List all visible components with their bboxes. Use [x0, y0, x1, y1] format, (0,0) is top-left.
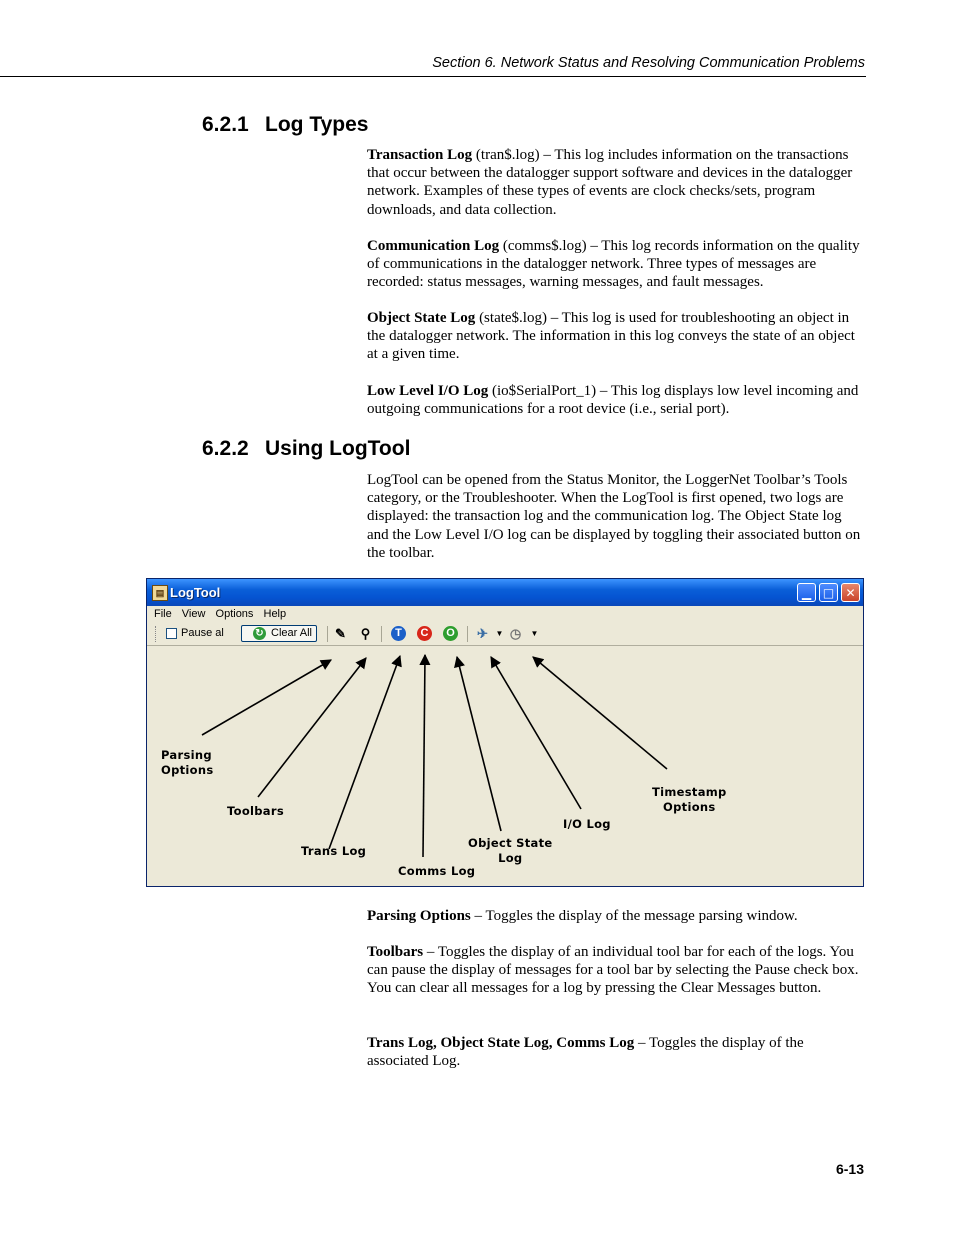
section-heading-6-2-2 [202, 437, 410, 461]
menu-view[interactable]: View [181, 608, 206, 620]
callout-comms-log: Comms Log [398, 864, 476, 878]
section-heading-6-2-1 [202, 113, 368, 137]
toolbars-icon[interactable]: ⚲ [360, 626, 371, 641]
section-number: 6.2.1 [202, 113, 249, 136]
window-title: LogTool [170, 585, 221, 600]
callout-line: Options [161, 763, 214, 777]
definition: – Toggles the display of the message parsing window. [470, 908, 798, 924]
pause-all-label: Pause al [181, 627, 224, 639]
parsing-options-icon[interactable]: ✎ [335, 626, 346, 641]
arrow-trans-log [329, 656, 400, 849]
definition: (tran$.log) – This log includes information on the transactions that occur between the datalogger support software and devices in the datalogger network. Examples of these types of events are clock checks/sets, program downloads, and data collection. [367, 147, 853, 218]
menu-file[interactable]: File [154, 608, 172, 620]
callout-timestamp-options [652, 785, 727, 815]
paragraph-object-state-log [367, 309, 865, 364]
paragraph-parsing-options [367, 907, 865, 925]
term: Low Level I/O Log [367, 383, 489, 399]
callout-object-state-log [468, 836, 553, 866]
callout-line: Object State [468, 836, 553, 850]
paragraph-using-logtool: LogTool can be opened from the Status Monitor, the LoggerNet Toolbar’s Tools category, or the Troubleshooter. When the LogTool is first opened, two logs are displayed: the transaction log and the communication log. The Object State log and the Low Level I/O log can be displayed by toggling their associated button on the toolbar. [367, 472, 861, 561]
callout-io-log: I/O Log [563, 817, 611, 831]
page-number: 6-13 [835, 1161, 864, 1177]
menu-help[interactable]: Help [263, 608, 287, 620]
clear-all-label: Clear All [271, 627, 312, 639]
arrow-object-state [457, 657, 501, 831]
term: Object State Log [367, 310, 476, 326]
chevron-down-icon[interactable]: ▼ [530, 629, 539, 638]
arrow-io-log [491, 657, 581, 809]
term: Toolbars [367, 944, 424, 960]
term: Trans Log, Object State Log, Comms Log [367, 1035, 635, 1051]
definition: (state$.log) – This log is used for troubleshooting an object in the datalogger network. The information in this log conveys the state of an object at a given time. [367, 310, 855, 363]
logtool-screenshot [146, 578, 864, 887]
callout-line: Parsing [161, 748, 212, 762]
callout-toolbars: Toolbars [227, 804, 284, 818]
term: Transaction Log [367, 147, 473, 163]
refresh-icon: ↻ [253, 627, 266, 640]
definition: – Toggles the display of an individual tool bar for each of the logs. You can pause the display of messages for a tool bar by selecting the Pause check box. You can clear all messages for a log by pressing the Clear Messages button. [367, 944, 859, 997]
definition: – Toggles the display of the associated Log. [367, 1035, 804, 1070]
definition: (comms$.log) – This log records information on the quality of communications in the datalogger network. Three types of messages are recorded: status messages, warning messages, and fault messages. [367, 238, 860, 291]
io-log-icon[interactable]: ✈ [477, 626, 488, 641]
clock-icon[interactable]: ◷ [509, 626, 522, 641]
section-title: Log Types [265, 113, 369, 136]
callout-line: Log [498, 851, 523, 865]
arrow-comms-log [423, 655, 425, 857]
callout-trans-log: Trans Log [301, 844, 367, 858]
term: Parsing Options [367, 908, 471, 924]
arrow-timestamp [533, 657, 667, 769]
menu-options[interactable]: Options [215, 608, 254, 620]
running-header: Section 6. Network Status and Resolving Communication Problems [432, 55, 865, 71]
paragraph-communication-log [367, 237, 865, 292]
minimize-button[interactable]: ▁ [797, 583, 816, 602]
app-icon: ▤ [152, 585, 168, 601]
section-title: Using LogTool [265, 437, 411, 460]
paragraph-log-buttons [367, 1034, 865, 1070]
term: Communication Log [367, 238, 500, 254]
section-number: 6.2.2 [202, 437, 249, 460]
header-rule [0, 76, 866, 77]
trans-log-button[interactable]: T [391, 626, 406, 641]
maximize-button[interactable]: □ [819, 583, 838, 602]
paragraph-low-level-io-log [367, 382, 865, 418]
arrow-toolbars [258, 658, 366, 797]
close-button[interactable]: ✕ [841, 583, 860, 602]
chevron-down-icon[interactable]: ▼ [495, 629, 504, 638]
object-state-log-button[interactable]: O [443, 626, 458, 641]
callout-line: Options [663, 800, 716, 814]
arrow-parsing-options [202, 660, 331, 735]
paragraph-transaction-log [367, 146, 865, 219]
comms-log-button[interactable]: C [417, 626, 432, 641]
callout-parsing-options [161, 748, 213, 778]
callout-line: Timestamp [652, 785, 727, 799]
definition: (io$SerialPort_1) – This log displays low level incoming and outgoing communications for a root device (i.e., serial port). [367, 383, 859, 418]
paragraph-toolbars [367, 943, 865, 998]
